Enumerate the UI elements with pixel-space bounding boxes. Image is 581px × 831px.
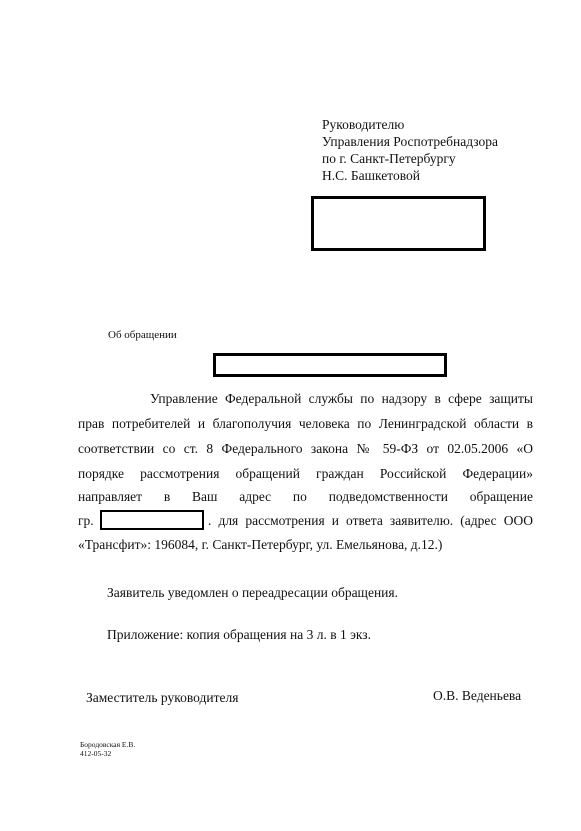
addressee-line-name: Н.С. Башкетовой [322, 168, 420, 183]
addressee-line-agency: Управления Роспотребнадзора [322, 134, 499, 149]
executor-name: Бородовская Е.В. [80, 740, 136, 749]
signer-name: О.В. Веденьева [433, 688, 522, 703]
body-line-5: направляет в Ваш адрес по подведомственности обращение [78, 489, 533, 504]
body-line-6-rest: . для рассмотрения и ответа заявителю. (адрес ООО [208, 513, 533, 528]
subject-line: Об обращении [108, 329, 177, 341]
addressee-block [322, 116, 498, 184]
redaction-box-addressee [311, 196, 486, 251]
signer-title: Заместитель руководителя [86, 690, 239, 705]
body-line-2: прав потребителей и благополучия человека по Ленинградской области в [78, 416, 533, 431]
executor-phone: 412-05-32 [80, 749, 112, 758]
redaction-box-citizen-name [100, 510, 204, 530]
citizen-prefix: гр. [78, 513, 94, 528]
body-line-4: порядке рассмотрения обращений граждан Российской Федерации» [78, 466, 533, 481]
notice-paragraph: Заявитель уведомлен о переадресации обращения. [107, 585, 398, 600]
attachment-paragraph: Приложение: копия обращения на 3 л. в 1 экз. [107, 627, 371, 642]
addressee-line-city: по г. Санкт-Петербургу [322, 151, 456, 166]
body-line-7: «Трансфит»: 196084, г. Санкт-Петербург, ул. Емельянова, д.12.) [78, 537, 443, 552]
addressee-line-position: Руководителю [322, 117, 405, 132]
body-line-1: Управление Федеральной службы по надзору в сфере защиты [150, 391, 533, 406]
body-line-3: соответствии со ст. 8 Федерального закона № 59-ФЗ от 02.05.2006 «О [78, 441, 533, 456]
executor-footer [80, 740, 135, 758]
redaction-box-reference [213, 353, 447, 377]
